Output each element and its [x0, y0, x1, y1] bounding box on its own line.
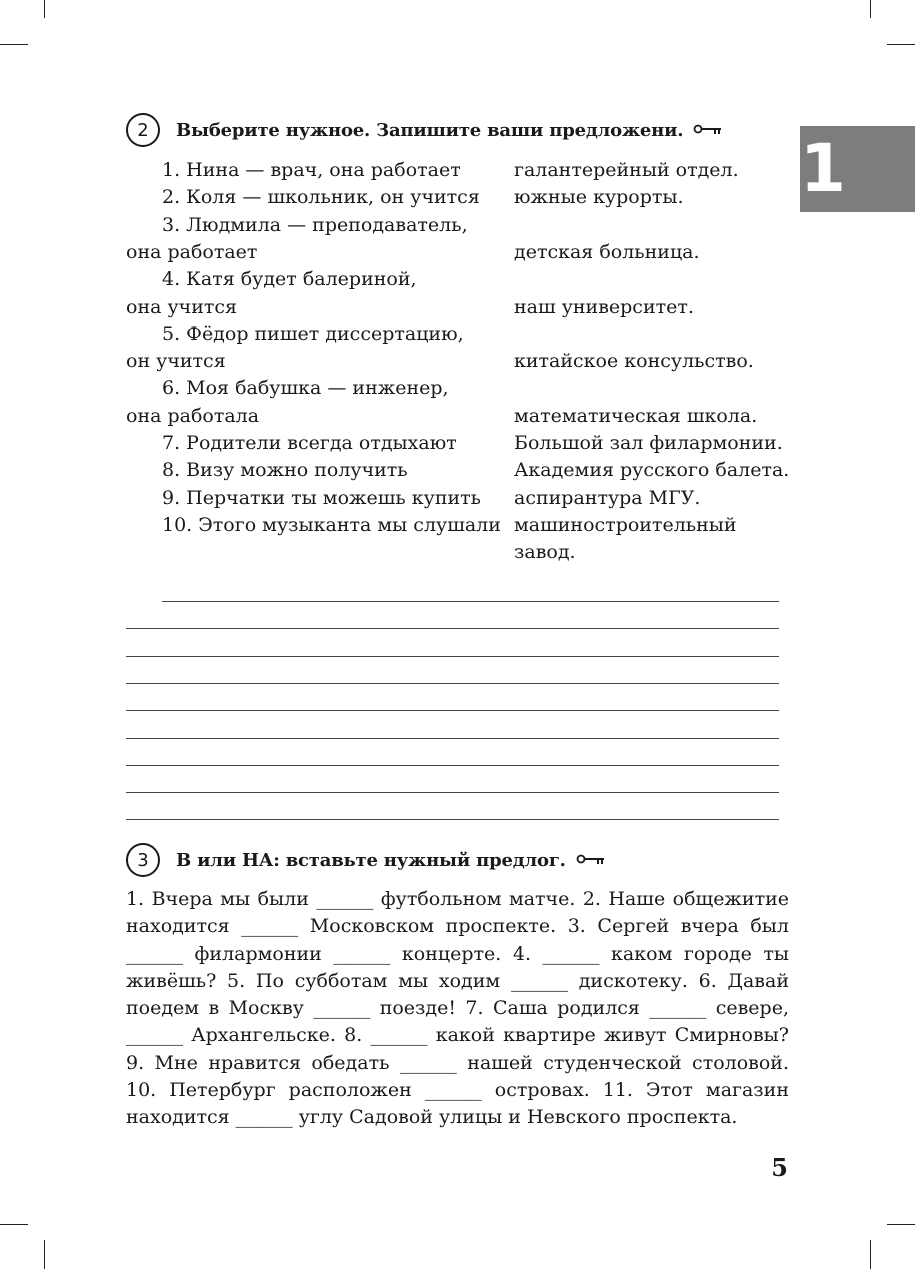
- crop-mark: [44, 1240, 45, 1269]
- matching-right-item: Большой зал филармонии.: [514, 432, 783, 454]
- matching-right-item: наш университет.: [514, 295, 694, 318]
- exercise-2-header: [126, 113, 723, 147]
- crop-mark: [44, 0, 45, 18]
- matching-left-item: 1. Нина — врач, она работает: [162, 159, 461, 181]
- answer-line[interactable]: [126, 819, 779, 820]
- exercise-3-header: [126, 843, 606, 877]
- crop-mark: [0, 44, 28, 45]
- key-icon: [693, 123, 723, 137]
- answer-line[interactable]: [126, 683, 779, 684]
- crop-mark: [870, 1240, 871, 1269]
- matching-left-item: она работала: [126, 404, 260, 427]
- answer-line[interactable]: [126, 792, 779, 793]
- crop-mark: [887, 44, 915, 45]
- key-icon: [576, 853, 606, 867]
- matching-left-item: 9. Перчатки ты можешь купить: [162, 486, 482, 509]
- answer-line[interactable]: [162, 601, 779, 602]
- exercise-title: Выберите нужное. Запишите ваши предложени.: [176, 119, 684, 141]
- matching-left-item: 7. Родители всегда отдыхают: [162, 432, 457, 454]
- matching-right-item: Академия русского балета.: [514, 459, 790, 482]
- answer-line[interactable]: [126, 628, 779, 629]
- exercise-number-badge: 3: [126, 843, 160, 877]
- matching-right-item: аспирантура МГУ.: [514, 486, 701, 509]
- page-number: 5: [771, 1153, 788, 1182]
- matching-right-item: южные курорты.: [514, 186, 684, 209]
- matching-left-item: он учится: [126, 350, 226, 373]
- matching-right-item: математическая школа.: [514, 404, 758, 427]
- matching-left-item: 3. Людмила — преподаватель,: [162, 213, 468, 236]
- matching-left-item: 8. Визу можно получить: [162, 459, 408, 482]
- matching-right-item: галантерейный отдел.: [514, 159, 739, 181]
- exercise-number-badge: 2: [126, 113, 160, 147]
- matching-right-item: детская больница.: [514, 240, 700, 263]
- crop-mark: [870, 0, 871, 18]
- matching-left-item: 2. Коля — школьник, он учится: [162, 186, 480, 209]
- exercise-3-text: 1. Вчера мы были ______ футбольном матче. 2. Наше общежитие находится ______ Московском проспекте. 3. Сергей вчера был ______ филармонии ______ концерте. 4. ______ каком городе ты живёшь? 5. По субботам мы ходим ______ дискотеку. 6. Давай поедем в Москву ______ поезде! 7. Саша родился ______ севере, ______ Архангельске. 8. ______ какой квартире живут Смирновы? 9. Мне нравится обедать ______ нашей студенческой столовой. 10. Петербург расположен ______ островах. 11. Этот магазин находится ______ углу Садовой улицы и Невского проспекта.: [126, 888, 789, 1129]
- crop-mark: [0, 1224, 28, 1225]
- crop-mark: [887, 1224, 915, 1225]
- answer-line[interactable]: [126, 765, 779, 766]
- matching-left-item: 10. Этого музыканта мы слушали: [162, 513, 501, 536]
- matching-left-item: 5. Фёдор пишет диссертацию,: [162, 322, 464, 345]
- matching-right-item: завод.: [514, 541, 576, 564]
- matching-left-item: 4. Катя будет балериной,: [162, 268, 417, 291]
- answer-line[interactable]: [126, 710, 779, 711]
- chapter-number: 1: [800, 130, 846, 207]
- matching-right-item: китайское консульство.: [514, 350, 754, 373]
- exercise-title: В или НА: вставьте нужный предлог.: [176, 849, 566, 871]
- matching-left-item: она учится: [126, 295, 238, 318]
- matching-left-item: она работает: [126, 240, 258, 263]
- answer-line[interactable]: [126, 738, 779, 739]
- matching-right-item: машиностроительный: [514, 513, 737, 536]
- matching-left-item: 6. Моя бабушка — инженер,: [162, 377, 449, 400]
- answer-line[interactable]: [126, 656, 779, 657]
- chapter-tab: [800, 126, 915, 212]
